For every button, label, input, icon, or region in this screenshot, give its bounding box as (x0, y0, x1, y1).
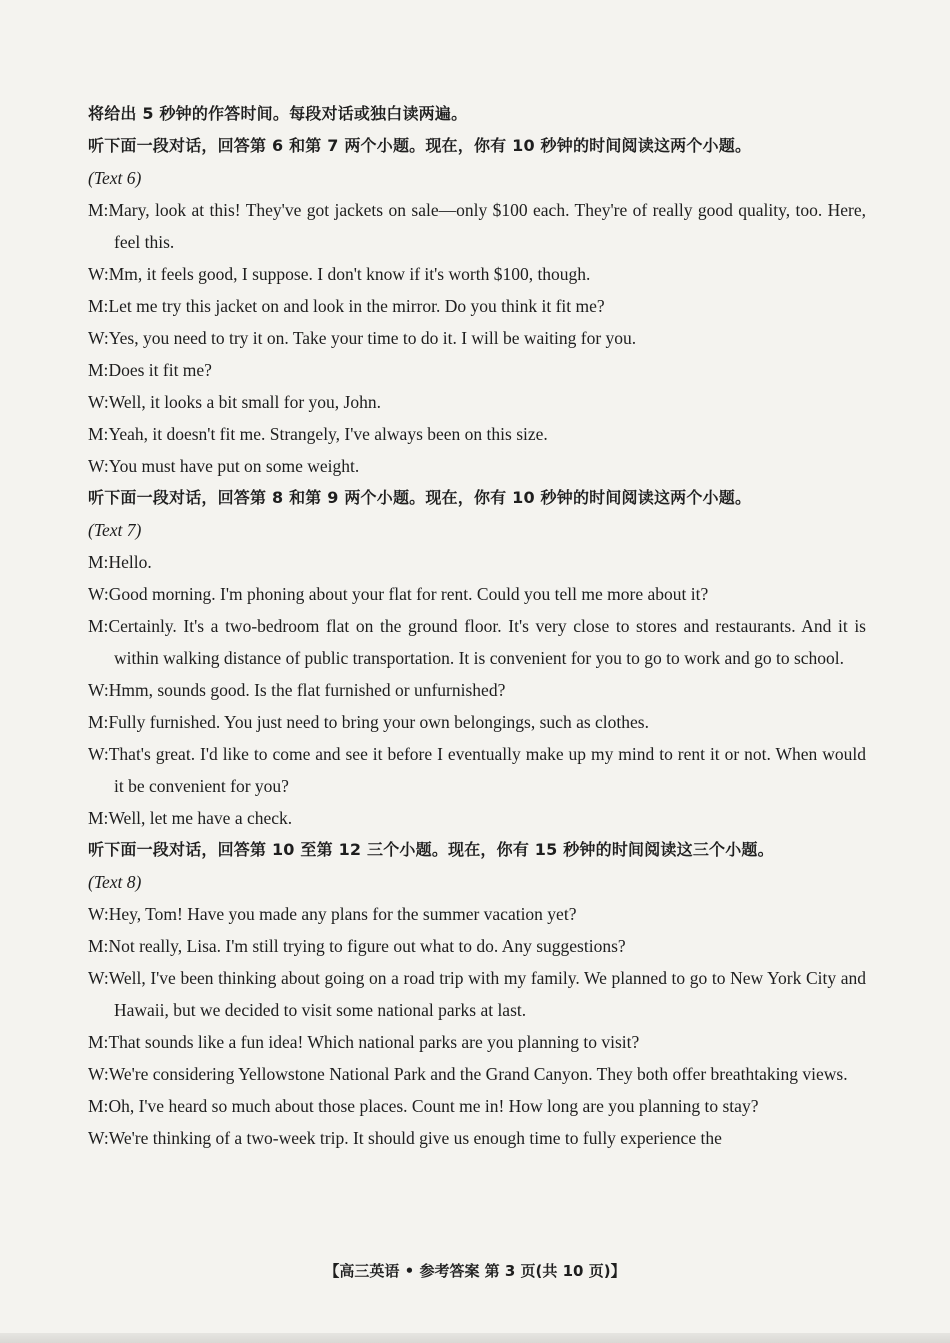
speaker-label: M: (88, 200, 109, 220)
speaker-label: W: (88, 1128, 109, 1148)
dialogue-turn (88, 386, 866, 418)
speaker-label: W: (88, 264, 109, 284)
dialogue-turn (88, 258, 866, 290)
dialogue-text: Mary, look at this! They've got jackets on sale—only $100 each. They're of really good quality, too. Here, feel this. (108, 200, 866, 252)
section-instruction: 听下面一段对话，回答第 6 和第 7 两个小题。现在，你有 10 秒钟的时间阅读这两个小题。 (88, 136, 752, 155)
dialogue-text: We're considering Yellowstone National Park and the Grand Canyon. They both offer breathtaking views. (108, 1064, 848, 1084)
speaker-label: W: (88, 328, 109, 348)
speaker-label: M: (88, 296, 109, 316)
dialogue-text: Hmm, sounds good. Is the flat furnished or unfurnished? (108, 680, 506, 700)
dialogue-turn (88, 1090, 866, 1122)
dialogue-turn (88, 962, 866, 1026)
dialogue-text: We're thinking of a two-week trip. It should give us enough time to fully experience the (108, 1128, 722, 1148)
dialogue-turn (88, 290, 866, 322)
dialogue-text: Well, I've been thinking about going on a road trip with my family. We planned to go to New York City and Hawaii, but we decided to visit some national parks at last. (108, 968, 866, 1020)
dialogue-text: Yes, you need to try it on. Take your time to do it. I will be waiting for you. (108, 328, 637, 348)
dialogue-text: Hello. (108, 552, 152, 572)
dialogue-turn (88, 578, 866, 610)
scan-bottom-edge (0, 1333, 950, 1343)
dialogue-turn (88, 354, 866, 386)
speaker-label: M: (88, 360, 109, 380)
dialogue-turn (88, 706, 866, 738)
dialogue-text: Not really, Lisa. I'm still trying to figure out what to do. Any suggestions? (108, 936, 626, 956)
dialogue-text: That's great. I'd like to come and see it before I eventually make up my mind to rent it or not. When would it be convenient for you? (108, 744, 866, 796)
speaker-label: M: (88, 712, 109, 732)
text-label: (Text 6) (88, 168, 142, 188)
dialogue-turn (88, 1026, 866, 1058)
section-instruction: 听下面一段对话，回答第 8 和第 9 两个小题。现在，你有 10 秒钟的时间阅读这两个小题。 (88, 488, 752, 507)
speaker-label: W: (88, 456, 109, 476)
speaker-label: M: (88, 808, 109, 828)
dialogue-turn (88, 450, 866, 482)
dialogue-turn (88, 738, 866, 802)
dialogue-text: That sounds like a fun idea! Which national parks are you planning to visit? (108, 1032, 640, 1052)
dialogue-text: You must have put on some weight. (108, 456, 360, 476)
speaker-label: M: (88, 936, 109, 956)
speaker-label: W: (88, 680, 109, 700)
dialogue-turn (88, 322, 866, 354)
speaker-label: W: (88, 1064, 109, 1084)
text-label: (Text 8) (88, 872, 142, 892)
speaker-label: W: (88, 968, 109, 988)
dialogue-text: Yeah, it doesn't fit me. Strangely, I've always been on this size. (108, 424, 548, 444)
dialogue-text: Good morning. I'm phoning about your flat for rent. Could you tell me more about it? (108, 584, 709, 604)
speaker-label: M: (88, 1096, 109, 1116)
dialogue-turn (88, 1122, 866, 1154)
dialogue-text: Hey, Tom! Have you made any plans for the summer vacation yet? (108, 904, 577, 924)
speaker-label: W: (88, 584, 109, 604)
speaker-label: M: (88, 1032, 109, 1052)
speaker-label: M: (88, 424, 109, 444)
page-footer: 【高三英语 • 参考答案 第 3 页(共 10 页)】 (324, 1262, 626, 1280)
dialogue-text: Does it fit me? (108, 360, 212, 380)
section-instruction: 听下面一段对话，回答第 10 至第 12 三个小题。现在，你有 15 秒钟的时间阅读这三个小题。 (88, 840, 774, 859)
speaker-label: W: (88, 904, 109, 924)
dialogue-text: Oh, I've heard so much about those places. Count me in! How long are you planning to stay? (108, 1096, 759, 1116)
dialogue-turn (88, 802, 866, 834)
dialogue-turn (88, 930, 866, 962)
speaker-label: M: (88, 552, 109, 572)
dialogue-turn (88, 898, 866, 930)
dialogue-turn (88, 194, 866, 258)
dialogue-text: Let me try this jacket on and look in the mirror. Do you think it fit me? (108, 296, 605, 316)
text-label: (Text 7) (88, 520, 142, 540)
dialogue-text: Well, it looks a bit small for you, John. (108, 392, 381, 412)
speaker-label: W: (88, 744, 109, 764)
dialogue-turn (88, 1058, 866, 1090)
dialogue-turn (88, 674, 866, 706)
dialogue-turn (88, 418, 866, 450)
dialogue-text: Certainly. It's a two-bedroom flat on the ground floor. It's very close to stores and restaurants. And it is within walking distance of public transportation. It is convenient for you to go to work and go to school. (108, 616, 866, 668)
dialogue-text: Mm, it feels good, I suppose. I don't know if it's worth $100, though. (108, 264, 591, 284)
dialogue-turn (88, 610, 866, 674)
dialogue-text: Well, let me have a check. (108, 808, 293, 828)
speaker-label: W: (88, 392, 109, 412)
speaker-label: M: (88, 616, 109, 636)
dialogue-turn (88, 546, 866, 578)
dialogue-text: Fully furnished. You just need to bring your own belongings, such as clothes. (108, 712, 649, 732)
section-instruction: 将给出 5 秒钟的作答时间。每段对话或独白读两遍。 (88, 104, 468, 123)
transcript-content (88, 98, 866, 1154)
